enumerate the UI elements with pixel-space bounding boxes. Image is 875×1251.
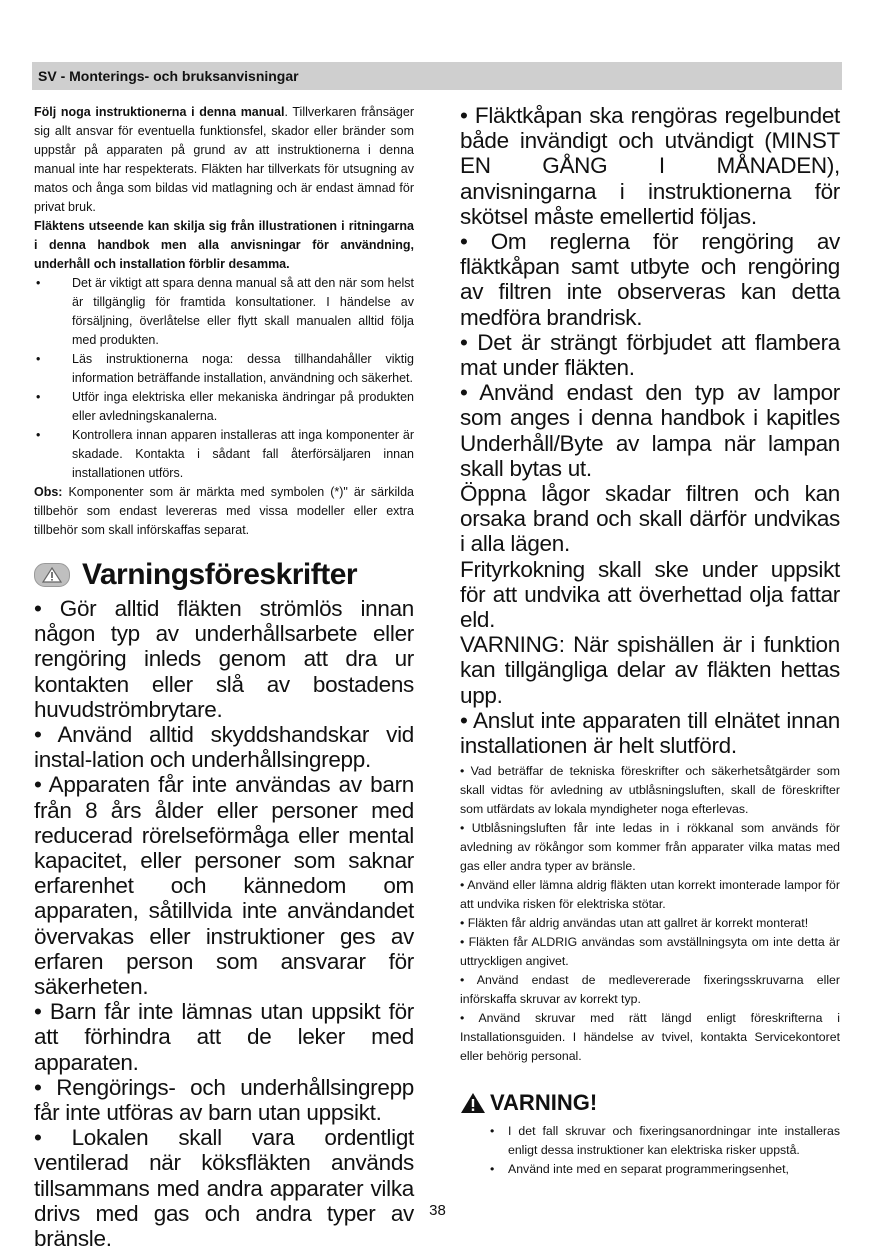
bullet-symbol: •: [36, 428, 41, 442]
varning-bullet-list: [460, 1122, 840, 1179]
warnings-heading: [34, 558, 414, 592]
section-header: [32, 62, 842, 90]
safety-paragraph: • Fläkten får aldrig användas utan att gallret är korrekt monterat!: [460, 916, 809, 931]
list-item: [34, 274, 414, 350]
maintenance-paragraph: • Anslut inte apparaten till elnätet innan installationen är helt slutförd.: [460, 707, 840, 759]
bullet-symbol: •: [36, 276, 41, 290]
intro-bullet-list: [34, 274, 414, 483]
obs-text: Komponenter som är märkta med symbolen (*)" är särkilda tillbehör som endast levereras med vissa modeller eller extra tillbehör som skall införskaffas separat.: [34, 485, 414, 537]
safety-paragraph: • Vad beträffar de tekniska föreskrifter och säkerhetsåtgärder som skall vidtas för avledning av utblåsningsluften, skall de föreskrifter som utfärdats av lokala myndigheter noga efterlevas.: [460, 764, 840, 817]
list-item: [488, 1122, 840, 1160]
bullet-symbol: •: [490, 1162, 495, 1177]
safety-paragraph: • Utblåsningsluften får inte ledas in i rökkanal som används för avledning av rökångor som kommer från apparater vilka matas med gas eller andra typer av bränsle.: [460, 821, 840, 874]
varning-title: VARNING!: [490, 1090, 598, 1116]
illustration-note: Fläktens utseende kan skilja sig från illustrationen i ritningarna i denna handbok men alla anvisningar för användning, underhåll och installation förblir desamma.: [34, 219, 414, 271]
warnings-title: Varningsföreskrifter: [82, 558, 358, 591]
safety-paragraph: • Använd skruvar med rätt längd enligt föreskrifterna i Installationsguiden. I händelse av tvivel, kontakta Servicekontoret eller behörig personal.: [460, 1011, 840, 1064]
bullet-text: Kontrollera innan apparen installeras att inga komponenter är skadade. Kontakta i sådant fall återförsäljaren innan installationen utförs.: [72, 428, 414, 480]
safety-paragraph: • Fläkten får ALDRIG användas som avställningsyta om inte detta är uttryckligen angivet.: [460, 935, 840, 969]
warning-paragraph: • Rengörings- och underhållsingrepp får inte utföras av barn utan uppsikt.: [34, 1074, 414, 1126]
warning-paragraph: • Barn får inte lämnas utan uppsikt för att förhindra att de leker med apparaten.: [34, 999, 414, 1075]
warning-paragraph: • Lokalen skall vara ordentligt ventilerad när köksfläkten används tillsammans med andra apparater vilka drivs med gas och andra typer av bränsle.: [34, 1125, 414, 1251]
warning-icon: [34, 563, 70, 587]
section-header-title: SV - Monterings- och bruksanvisningar: [38, 68, 299, 84]
bullet-symbol: •: [36, 390, 41, 404]
warning-triangle-icon: [460, 1092, 486, 1114]
bullet-symbol: •: [490, 1124, 495, 1139]
warning-paragraph: • Apparaten får inte användas av barn från 8 års ålder eller personer med reducerad rörelseförmåga eller mental kapacitet, eller personer som saknar erfarenhet och kännedom om apparaten, såtillvida inte användandet övervakas eller instruktioner ges av erfaren person som ansvarar för säkerheten.: [34, 772, 414, 1000]
obs-label: Obs:: [34, 485, 63, 499]
page-number: 38: [429, 1202, 446, 1219]
bullet-text: Läs instruktionerna noga: dessa tillhandahåller viktig information beträffande installation, användning och säkerhet.: [72, 352, 414, 385]
maintenance-paragraph: Öppna lågor skadar filtren och kan orsaka brand och skall därför undvikas i alla lägen.: [460, 481, 840, 557]
maintenance-paragraph: • Det är strängt förbjudet att flambera mat under fläkten.: [460, 329, 840, 381]
safety-paragraph: • Använd eller lämna aldrig fläkten utan korrekt imonterade lampor för att undvika risken för elektriska stötar.: [460, 878, 840, 912]
warning-triangle-icon: [42, 567, 62, 583]
maintenance-paragraph: VARNING: När spishällen är i funktion kan tillgängliga delar av fläkten hettas upp.: [460, 632, 840, 708]
maintenance-paragraph: Frityrkokning skall ske under uppsikt för att undvika att överhettad olja fattar eld.: [460, 556, 840, 633]
list-item: [488, 1160, 840, 1179]
varning-bullet-text: Använd inte med en separat programmeringsenhet,: [508, 1162, 789, 1177]
right-column: [460, 103, 840, 1179]
maintenance-paragraph: • Använd endast den typ av lampor som anges i denna handbok i kapitles Underhåll/Byte av lampa när lampan skall bytas ut.: [460, 380, 840, 481]
intro-text: . Tillverkaren frånsäger sig allt ansvar för eventuella funktionsfel, skador eller bränder som uppstår på apparaten på grund av att instruktionerna i denna manual inte har respekterats. Fläkten har tillverkats för utsugning av matos och ånga som bildas vid matlagning och är endast ämnad för privat bruk.: [34, 105, 414, 214]
left-column: [34, 103, 414, 1251]
intro-paragraph: [34, 103, 414, 217]
maintenance-paragraph: • Fläktkåpan ska rengöras regelbundet både invändigt och utvändigt (MINST EN GÅNG I MÅNADEN), anvisningarna i instruktionerna för skötsel måste emellertid följas.: [460, 103, 840, 229]
varning-bullet-text: I det fall skruvar och fixeringsanordningar inte installeras enligt dessa instruktioner kan elektriska risker uppstå.: [508, 1124, 840, 1158]
warning-paragraph: • Använd alltid skyddshandskar vid instal-lation och underhållsingrepp.: [34, 722, 414, 773]
obs-paragraph: [34, 483, 414, 540]
bullet-symbol: •: [36, 352, 41, 366]
intro-bold: Följ noga instruktionerna i denna manual: [34, 105, 285, 119]
bullet-text: Det är viktigt att spara denna manual så att den när som helst är tillgänglig för framtida konsultationer. I händelse av försäljning, överlåtelse eller flytt skall manualen alltid följa med produkten.: [72, 276, 414, 347]
safety-paragraph: • Använd endast de medlevererade fixeringsskruvarna eller införskaffa skruvar av korrekt typ.: [460, 973, 840, 1007]
list-item: [34, 388, 414, 426]
warning-paragraph: • Gör alltid fläkten strömlös innan någon typ av underhållsarbete eller rengöring inleds genom att dra ur kontakten eller slå av bostadens huvudströmbrytare.: [34, 596, 414, 722]
list-item: [34, 426, 414, 483]
varning-heading: [460, 1090, 840, 1116]
list-item: [34, 350, 414, 388]
bullet-text: Utför inga elektriska eller mekaniska ändringar på produkten eller avledningskanalerna.: [72, 390, 414, 423]
maintenance-paragraph: • Om reglerna för rengöring av fläktkåpan samt utbyte och rengöring av filtren inte observeras kan detta medföra brandrisk.: [460, 229, 840, 330]
